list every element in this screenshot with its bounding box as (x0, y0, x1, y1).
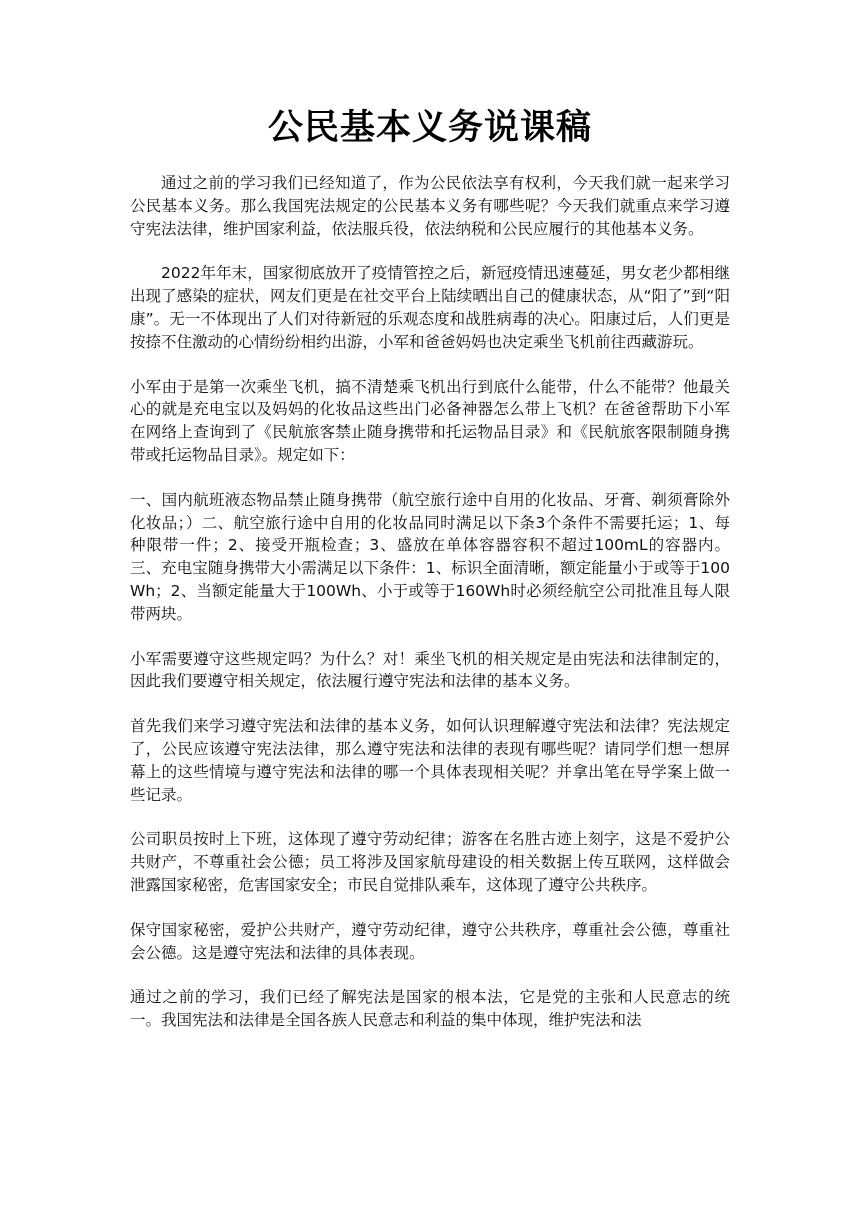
paragraph-regulations: 一、国内航班液态物品禁止随身携带（航空旅行途中自用的化妆品、牙膏、剃须膏除外化妆品；）二、航空旅行途中自用的化妆品同时满足以下条3个条件不需要托运；1、每种限带一件；2、接受开瓶检查；3、盛放在单体容器容积不超过100mL的容器内。三、充电宝随身携带大小需满足以下条件：1、标识全面清晰，额定能量小于或等于100Wh；2、当额定能量大于100Wh、小于或等于160Wh时必须经航空公司批准且每人限带两块。 (130, 490, 730, 623)
paragraph-obey-rules: 小军需要遵守这些规定吗？为什么？对！乘坐飞机的相关规定是由宪法和法律制定的，因此我们要遵守相关规定，依法履行遵守宪法和法律的基本义务。 (130, 649, 730, 691)
paragraph-flight-question: 小军由于是第一次乘坐飞机，搞不清楚乘飞机出行到底什么能带，什么不能带？他最关心的就是充电宝以及妈妈的化妆品这些出门必备神器怎么带上飞机？在爸爸帮助下小军在网络上查询到了《民航旅客禁止随身携带和托运物品目录》和《民航旅客限制随身携带或托运物品目录》。规定如下： (130, 377, 730, 464)
document-body (130, 172, 730, 1054)
paragraph-intro: 通过之前的学习我们已经知道了，作为公民依法享有权利，今天我们就一起来学习公民基本义务。那么我国宪法规定的公民基本义务有哪些呢？今天我们就重点来学习遵守宪法法律，维护国家利益，依法服兵役，依法纳税和公民应履行的其他基本义务。 (130, 174, 730, 238)
paragraph-constitution: 通过之前的学习，我们已经了解宪法是国家的根本法，它是党的主张和人民意志的统一。我国宪法和法律是全国各族人民意志和利益的集中体现，维护宪法和法 (130, 988, 730, 1030)
paragraph-learn-obligation: 首先我们来学习遵守宪法和法律的基本义务，如何认识理解遵守宪法和法律？宪法规定了，公民应该遵守宪法法律，那么遵守宪法和法律的表现有哪些呢？请同学们想一想屏幕上的这些情境与遵守宪法和法律的哪一个具体表现相关呢？并拿出笔在导学案上做一些记录。 (130, 717, 730, 804)
document-title: 公民基本义务说课稿 (267, 108, 592, 148)
paragraph-summary: 保守国家秘密，爱护公共财产，遵守劳动纪律，遵守公共秩序，尊重社会公德，尊重社会公德。这是遵守宪法和法律的具体表现。 (130, 920, 730, 962)
paragraph-scenarios: 公司职员按时上下班，这体现了遵守劳动纪律；游客在名胜古迹上刻字，这是不爱护公共财产，不尊重社会公德；员工将涉及国家航母建设的相关数据上传互联网，这样做会泄露国家秘密，危害国家安全；市民自觉排队乘车，这体现了遵守公共秩序。 (130, 830, 730, 894)
paragraph-epidemic-story: 2022年年末，国家彻底放开了疫情管控之后，新冠疫情迅速蔓延，男女老少都相继出现了感染的症状，网友们更是在社交平台上陆续晒出自己的健康状态，从“阳了”到“阳康”。无一不体现出了人们对待新冠的乐观态度和战胜病毒的决心。阳康过后，人们更是按捺不住激动的心情纷纷相约出游，小军和爸爸妈妈也决定乘坐飞机前往西藏游玩。 (130, 264, 730, 351)
